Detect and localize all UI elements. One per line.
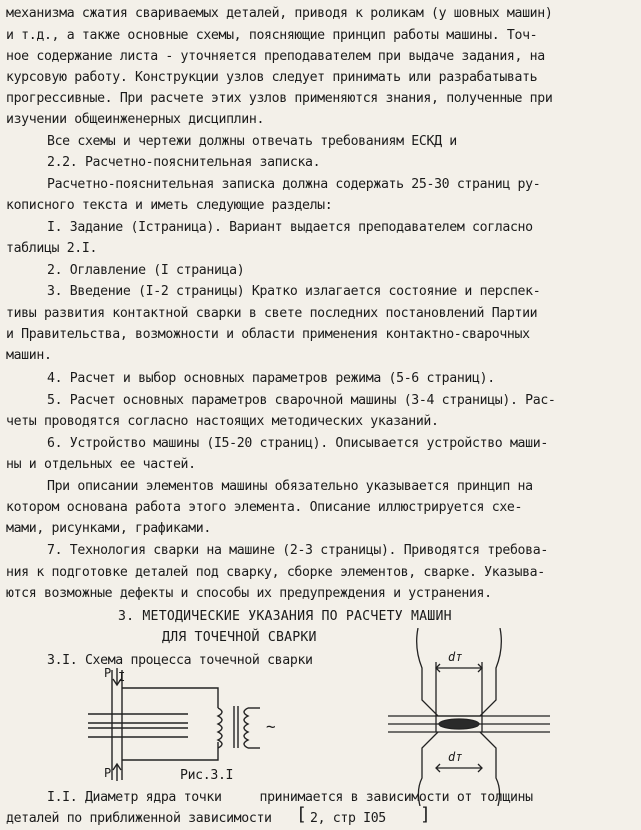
text-line-12: таблицы 2.I. bbox=[6, 241, 98, 256]
text-line-17: машин. bbox=[6, 348, 52, 363]
text-line-24: котором основана работа этого элемента. Описание иллюстрируется схе- bbox=[6, 500, 523, 515]
electrode-figure bbox=[384, 628, 554, 806]
text-line-5: прогрессивные. При расчете этих узлов применяются знания, полученные при bbox=[6, 91, 553, 106]
reference-bracket-open: [ bbox=[296, 804, 307, 825]
text-line-27: ния к подготовке деталей под сварку, сборке элементов, сварке. Указыва- bbox=[6, 565, 545, 580]
reference-text: 2, стр I05 bbox=[310, 811, 386, 826]
text-line-14: 3. Введение (I-2 страницы) Кратко излагается состояние и перспек- bbox=[47, 284, 541, 299]
section-title: 3. МЕТОДИЧЕСКИЕ УКАЗАНИЯ ПО РАСЧЕТУ МАШИН bbox=[118, 609, 452, 624]
reference-bracket-close: ] bbox=[420, 804, 431, 825]
text-line-21: 6. Устройство машины (I5-20 страниц). Описывается устройство маши- bbox=[47, 436, 548, 451]
text-line-20: четы проводятся согласно настоящих методических указаний. bbox=[6, 414, 439, 429]
figure-caption: Рис.3.I bbox=[180, 768, 234, 783]
text-line-6: изучении общеинженерных дисциплин. bbox=[6, 112, 265, 127]
text-line-19: 5. Расчет основных параметров сварочной машины (3-4 страницы). Рас- bbox=[47, 393, 556, 408]
current-label: I bbox=[118, 670, 126, 684]
text-line-23: При описании элементов машины обязательно указывается принцип на bbox=[47, 479, 533, 494]
text-line-diameter: I.I. Диаметр ядра точки принимается в зависимости от толщины bbox=[47, 790, 533, 805]
section-title-line-2: ДЛЯ ТОЧЕЧНОЙ СВАРКИ bbox=[162, 630, 317, 645]
diameter-label-top: dт bbox=[448, 650, 463, 664]
text-line-2: и т.д., а также основные схемы, поясняющие принцип работы машины. Точ- bbox=[6, 28, 538, 43]
subsection-title: 3.I. Схема процесса точечной сварки bbox=[47, 653, 313, 668]
text-line-25: мами, рисунками, графиками. bbox=[6, 521, 211, 536]
text-line-16: и Правительства, возможности и области применения контактно-сварочных bbox=[6, 327, 530, 342]
text-line-3: ное содержание листа - уточняется преподавателем при выдаче задания, на bbox=[6, 49, 545, 64]
diameter-label-bottom: dт bbox=[448, 750, 463, 764]
text-line-18: 4. Расчет и выбор основных параметров режима (5-6 страниц). bbox=[47, 371, 495, 386]
text-line-15: тивы развития контактной сварки в свете последних постановлений Партии bbox=[6, 306, 538, 321]
text-line-11: I. Задание (Iстраница). Вариант выдается преподавателем согласно bbox=[47, 220, 533, 235]
text-line-10: кописного текста и иметь следующие разделы: bbox=[6, 198, 333, 213]
force-label-bottom: P bbox=[104, 766, 112, 780]
text-line-4: курсовую работу. Конструкции узлов следует принимать или разрабатывать bbox=[6, 70, 538, 85]
ac-source-symbol: ~ bbox=[266, 717, 276, 736]
text-line-26: 7. Технология сварки на машине (2-3 страницы). Приводятся требова- bbox=[47, 543, 548, 558]
text-line-8: 2.2. Расчетно-пояснительная записка. bbox=[47, 155, 321, 170]
text-line-22: ны и отдельных ее частей. bbox=[6, 457, 196, 472]
text-line-1: механизма сжатия свариваемых деталей, приводя к роликам (у шовных машин) bbox=[6, 6, 553, 21]
electrode-drawing bbox=[384, 628, 554, 806]
text-line-formula: деталей по приближенной зависимости bbox=[6, 811, 272, 826]
text-line-7: Все схемы и чертежи должны отвечать требованиям ЕСКД и bbox=[47, 134, 457, 149]
force-label-top: P bbox=[104, 666, 112, 680]
text-line-28: ются возможные дефекты и способы их предупреждения и устранения. bbox=[6, 586, 492, 601]
text-line-9: Расчетно-пояснительная записка должна содержать 25-30 страниц ру- bbox=[47, 177, 541, 192]
text-line-13: 2. Оглавление (I страница) bbox=[47, 263, 245, 278]
